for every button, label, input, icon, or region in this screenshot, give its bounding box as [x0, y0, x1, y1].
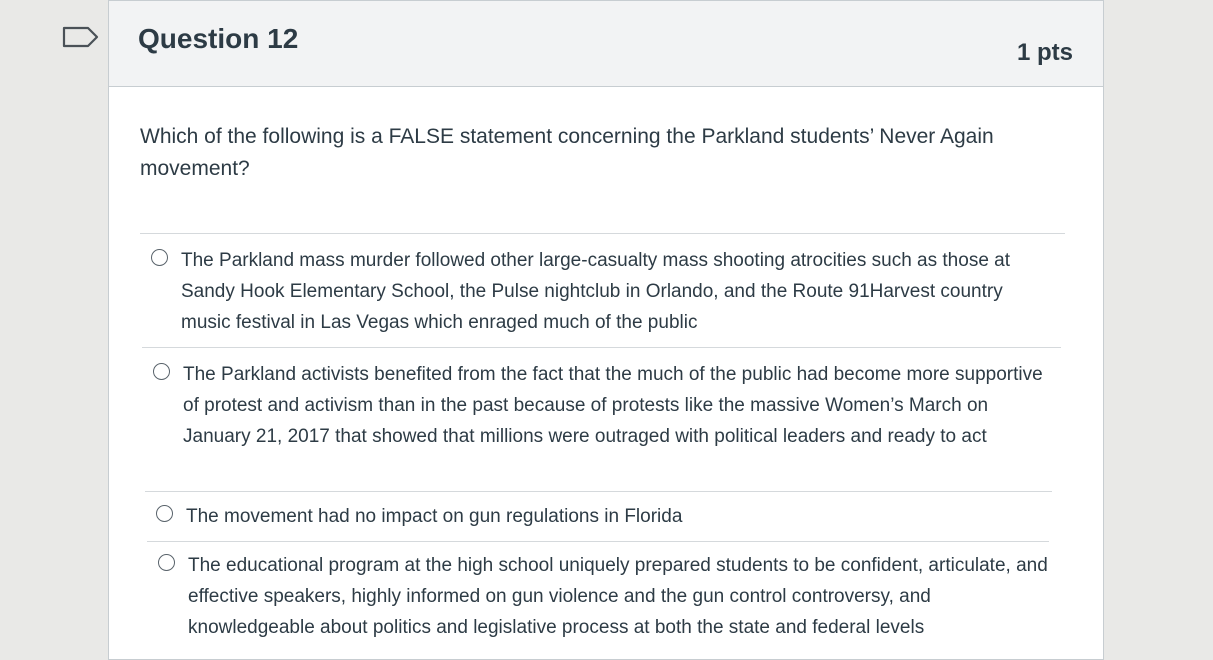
question-header: [109, 1, 1103, 87]
answer-label-3: The movement had no impact on gun regulations in Florida: [186, 506, 683, 527]
question-text: Which of the following is a FALSE statement concerning the Parkland students’ Never Again movement?: [140, 125, 994, 180]
question-points: 1 pts: [1016, 39, 1073, 66]
question-card: [108, 0, 1104, 660]
answer-label-4: The educational program at the high school uniquely prepared students to be confident, articulate, and effective speakers, highly informed on gun violence and the gun control controversy, and knowledgeable about politics and legislative process at both the state and federal levels: [188, 555, 1048, 638]
divider: [145, 491, 1052, 492]
question-title: Question 12: [138, 23, 299, 54]
divider: [147, 541, 1049, 542]
divider: [140, 233, 1065, 234]
answer-radio-4[interactable]: [158, 554, 175, 571]
answer-radio-2[interactable]: [153, 363, 170, 380]
flag-question-icon[interactable]: [62, 26, 100, 48]
answer-label-2: The Parkland activists benefited from the fact that the much of the public had become more supportive of protest and activism than in the past because of protests like the massive Women’s March on January 21, 2017 that showed that millions were outraged with political leaders and ready to act: [183, 364, 1043, 447]
answer-option-4[interactable]: [158, 550, 1058, 646]
answer-label-1: The Parkland mass murder followed other large-casualty mass shooting atrocities such as those at Sandy Hook Elementary School, the Pulse nightclub in Orlando, and the Route 91Harvest country music festival in Las Vegas which enraged much of the public: [181, 250, 1011, 333]
divider: [142, 347, 1061, 348]
answer-radio-1[interactable]: [151, 249, 168, 266]
answer-option-3[interactable]: [156, 501, 1056, 535]
answer-radio-3[interactable]: [156, 505, 173, 522]
answer-option-2[interactable]: [153, 359, 1053, 485]
answer-option-1[interactable]: [151, 245, 1051, 341]
